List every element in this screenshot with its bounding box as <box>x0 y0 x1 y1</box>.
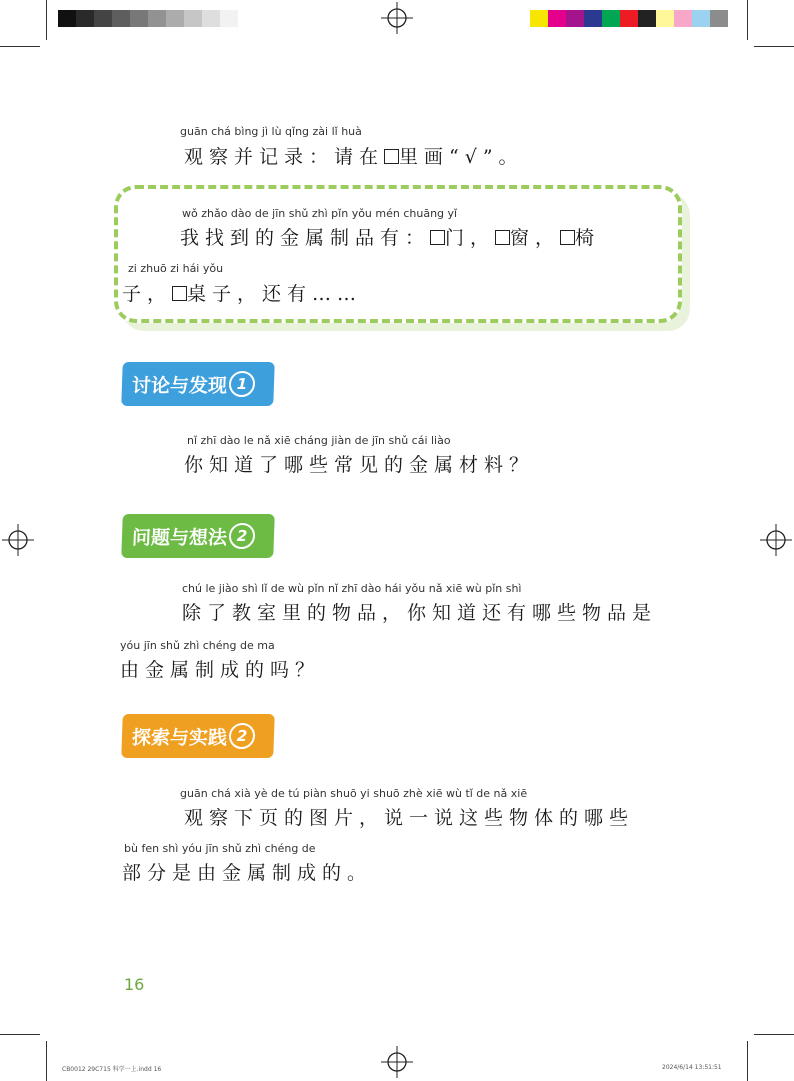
color-swatch <box>638 10 656 27</box>
crop-mark <box>0 46 40 47</box>
registration-mark-icon <box>381 2 413 34</box>
panel-line1-pinyin: wǒ zhǎo dào de jīn shǔ zhì pǐn yǒu mén chuāng yǐ <box>182 207 458 220</box>
color-swatch <box>584 10 602 27</box>
color-swatch <box>166 10 184 27</box>
color-swatch <box>202 10 220 27</box>
color-swatch <box>58 10 76 27</box>
question-badge <box>121 514 275 558</box>
grayscale-color-bar <box>58 10 238 27</box>
slug-timestamp: 2024/6/14 13:51:51 <box>662 1064 722 1071</box>
color-swatch <box>112 10 130 27</box>
crop-mark <box>46 1041 47 1081</box>
registration-mark-icon <box>2 524 34 556</box>
discuss-badge <box>121 362 275 406</box>
slug-filename: CB0012 29C715 科学一上.indd 16 <box>62 1066 162 1073</box>
explore-badge-label: 探索与实践 <box>131 726 228 749</box>
discuss-badge-number: 1 <box>229 371 256 397</box>
crop-mark <box>747 0 748 40</box>
explore-line2-text: 部分是由金属制成的。 <box>122 862 373 884</box>
explore-badge <box>121 714 275 758</box>
crop-mark <box>46 0 47 40</box>
checkbox-window[interactable] <box>495 230 510 245</box>
process-color-bar <box>530 10 728 27</box>
discuss-text: 你知道了哪些常见的金属材料？ <box>184 454 535 476</box>
question-line1-text: 除了教室里的物品，你知道还有哪些物品是 <box>182 602 658 624</box>
color-swatch <box>656 10 674 27</box>
panel-line2-text: 子， 桌子，还有…… <box>122 283 363 305</box>
color-swatch <box>620 10 638 27</box>
question-badge-number: 2 <box>229 523 256 549</box>
color-swatch <box>148 10 166 27</box>
color-swatch <box>130 10 148 27</box>
color-swatch <box>692 10 710 27</box>
color-swatch <box>76 10 94 27</box>
discuss-badge-label: 讨论与发现 <box>131 374 228 397</box>
checkbox-desk[interactable] <box>172 286 187 301</box>
color-swatch <box>548 10 566 27</box>
question-line1-pinyin: chú le jiào shì lǐ de wù pǐn nǐ zhī dào hái yǒu nǎ xiē wù pǐn shì <box>182 582 522 595</box>
intro-pinyin: guān chá bìng jì lù qǐng zài lǐ huà <box>180 125 362 138</box>
checkbox-icon <box>384 149 399 164</box>
color-swatch <box>94 10 112 27</box>
question-line2-text: 由金属制成的吗？ <box>120 659 321 681</box>
question-line2-pinyin: yóu jīn shǔ zhì chéng de ma <box>120 639 275 652</box>
color-swatch <box>220 10 238 27</box>
color-swatch <box>566 10 584 27</box>
page-number: 16 <box>124 975 145 994</box>
color-swatch <box>602 10 620 27</box>
crop-mark <box>754 1034 794 1035</box>
panel-line1-text: 我找到的金属制品有： 门， 窗， 椅 <box>180 227 601 249</box>
color-swatch <box>710 10 728 27</box>
discuss-pinyin: nǐ zhī dào le nǎ xiē cháng jiàn de jīn shǔ cái liào <box>187 434 451 447</box>
question-badge-label: 问题与想法 <box>131 526 228 549</box>
intro-text: 观察并记录：请在 里画“√”。 <box>184 146 524 168</box>
crop-mark <box>747 1041 748 1081</box>
checkbox-chair[interactable] <box>560 230 575 245</box>
color-swatch <box>674 10 692 27</box>
crop-mark <box>754 46 794 47</box>
color-swatch <box>530 10 548 27</box>
explore-line1-text: 观察下页的图片，说一说这些物体的哪些 <box>184 807 635 829</box>
explore-line1-pinyin: guān chá xià yè de tú piàn shuō yi shuō zhè xiē wù tǐ de nǎ xiē <box>180 787 528 800</box>
checkbox-door[interactable] <box>430 230 445 245</box>
crop-mark <box>0 1034 40 1035</box>
registration-mark-icon <box>760 524 792 556</box>
explore-line2-pinyin: bù fen shì yóu jīn shǔ zhì chéng de <box>124 842 316 855</box>
registration-mark-icon <box>381 1046 413 1078</box>
explore-badge-number: 2 <box>229 723 256 749</box>
panel-line2-pinyin: zi zhuō zi hái yǒu <box>128 262 224 275</box>
color-swatch <box>184 10 202 27</box>
